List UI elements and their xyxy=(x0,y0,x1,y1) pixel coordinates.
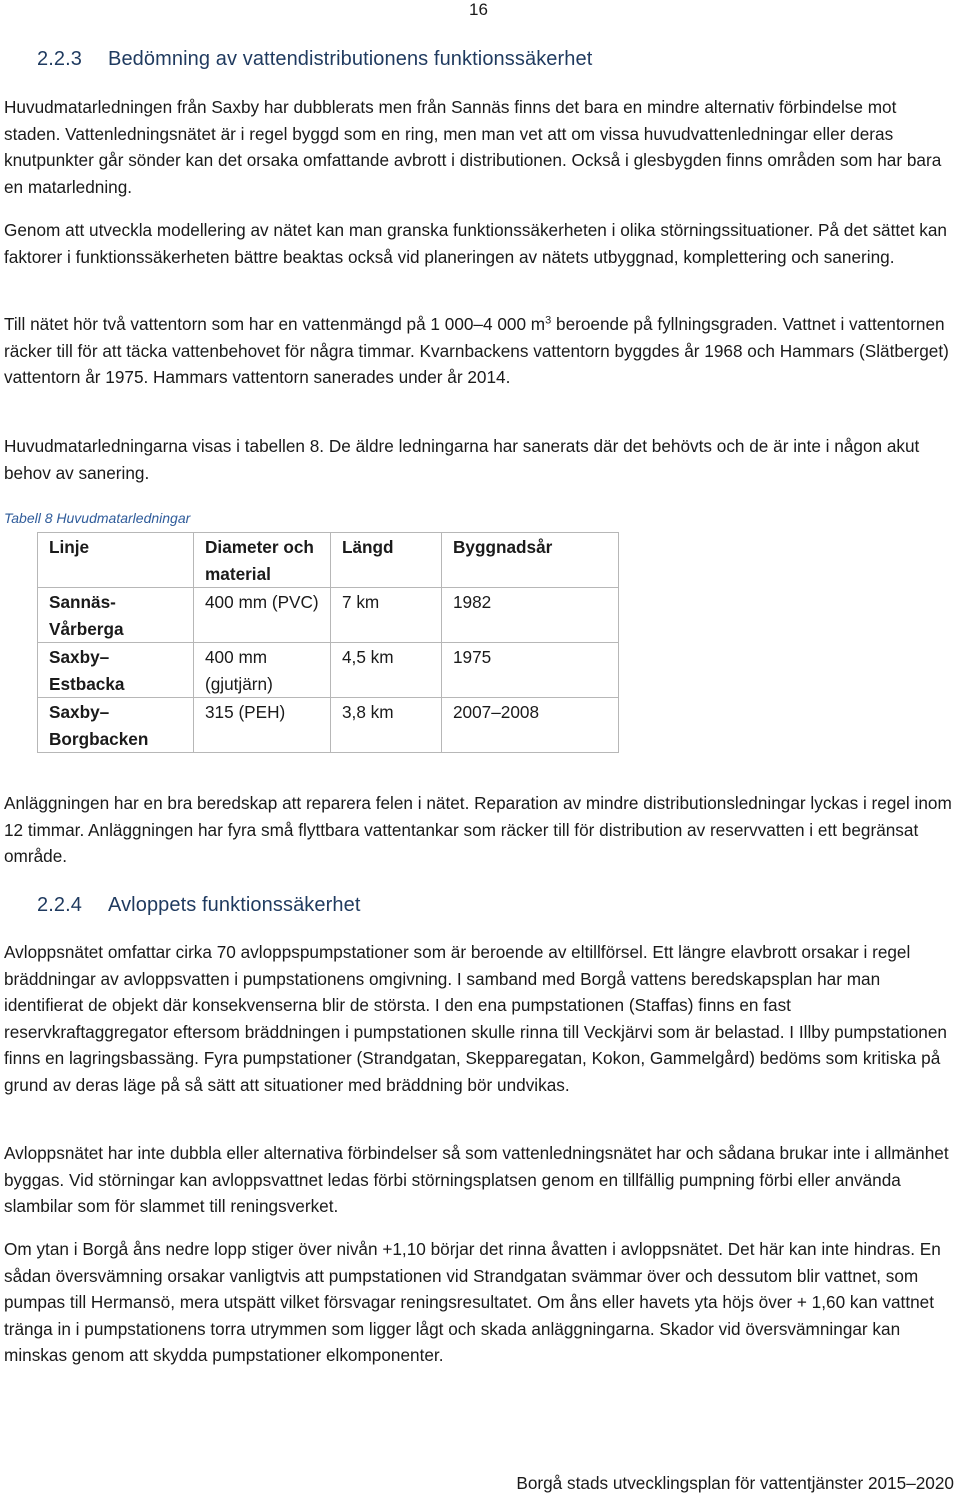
section-title: Avloppets funktionssäkerhet xyxy=(108,894,361,916)
table-cell: 1982 xyxy=(442,588,619,643)
table-cell: 7 km xyxy=(331,588,442,643)
section-heading-2-2-4 xyxy=(37,894,361,917)
table-cell-line: Sannäs-Vårberga xyxy=(38,588,194,643)
tower-text-before: Till nätet hör två vattentorn som har en vattenmängd på 1 000–4 000 m xyxy=(4,314,546,334)
table-cell: 400 mm (gjutjärn) xyxy=(194,643,331,698)
section-number: 2.2.4 xyxy=(37,894,82,916)
table-cell-line: Saxby– Estbacka xyxy=(38,643,194,698)
paragraph: Huvudmatarledningen från Saxby har dubblerats men från Sannäs finns det bara en mindre alternativ förbindelse mot staden. Vattenledningsnätet är i regel byggd som en ring, men man vet att om vissa huvudvattenledningar eller deras knutpunkter går sönder kan det orsaka omfattande avbrott i distributionen. Också i glesbygden finns områden som har bara en matarledning. xyxy=(4,97,942,197)
table-cell: 4,5 km xyxy=(331,643,442,698)
table-cell: 400 mm (PVC) xyxy=(194,588,331,643)
table-row xyxy=(38,698,619,753)
table-header-row xyxy=(38,533,619,588)
table-row xyxy=(38,588,619,643)
page-footer: Borgå stads utvecklingsplan för vattentjänster 2015–2020 xyxy=(516,1473,954,1493)
header-cell: Längd xyxy=(331,533,442,588)
superscript: 3 xyxy=(545,314,552,327)
section-title: Bedömning av vattendistributionens funktionssäkerhet xyxy=(108,48,593,70)
paragraph: Avloppsnätet omfattar cirka 70 avloppspumpstationer som är beroende av eltillförsel. Ett längre elavbrott orsakar i regel bräddningar av avloppsvatten i pumpstationens omgivning. I samband med Borgå vattens beredskapsplan har man identifierat de objekt där konsekvenserna blir de största. I den ena pumpstationen (Staffas) finns en fast reservkraftaggregator eftersom bräddningen i pumpstationen skulle rinna till Veckjärvi som är belastad. I Illby pumpstationen finns en lagringsbassäng. Fyra pumpstationer (Strandgatan, Skepparegatan, Kokon, Gammelgård) bedöms som kritiska på grund av deras läge på så sätt att situationer med bräddning bör undvikas. xyxy=(4,942,947,1095)
paragraph: Om ytan i Borgå åns nedre lopp stiger över nivån +1,10 börjar det rinna åvatten i avloppsnätet. Det här kan inte hindras. En sådan översvämning orsakar vanligtvis att pumpstationen vid Strandgatan svämmar över och dessutom blir vattnet, som pumpas till Hermansö, mera utspätt vilket försvagar reningsresultatet. Om åns eller havets yta höjs över + 1,60 kan vattnet tränga in i pumpstationens torra utrymmen som ligger lågt och skada anläggningarna. Skador vid översvämningar kan minskas genom att skydda pumpstationer elkomponenter. xyxy=(4,1239,941,1365)
header-cell: Diameter och material xyxy=(194,533,331,588)
paragraph: Anläggningen har en bra beredskap att reparera felen i nätet. Reparation av mindre distributionsledningar lyckas i regel inom 12 timmar. Anläggningen har fyra små flyttbara vattentankar som räcker till för distribution av reservvatten i ett begränsat område. xyxy=(4,793,952,866)
table-cell: 315 (PEH) xyxy=(194,698,331,753)
table-cell: 2007–2008 xyxy=(442,698,619,753)
section-number: 2.2.3 xyxy=(37,48,82,70)
tower-text-after: beroende på fyllningsgraden. Vattnet i vattentornen räcker till för att täcka vattenbehovet för några timmar. Kvarnbackens vattentorn byggdes år 1968 och Hammars (Slätberget) vattentorn år 1975. Hammars vattentorn sanerades under år 2014. xyxy=(4,314,949,387)
table-cell: 1975 xyxy=(442,643,619,698)
section-heading-2-2-3 xyxy=(37,48,592,71)
table-row xyxy=(38,643,619,698)
main-lines-table xyxy=(37,532,619,753)
table-cell-line: Saxby– Borgbacken xyxy=(38,698,194,753)
paragraph: Avloppsnätet har inte dubbla eller alternativa förbindelser så som vattenledningsnätet har och sådana brukar inte i allmänhet byggas. Vid störningar kan avloppsvattnet ledas förbi störningsplatsen genom en tillfällig pumpning förbi eller använda slambilar som för slammet till reningsverket. xyxy=(4,1143,949,1216)
paragraph-water-towers xyxy=(4,311,956,391)
paragraph: Genom att utveckla modellering av nätet kan man granska funktionssäkerheten i olika störningssituationer. På det sättet kan faktorer i funktionssäkerheten bättre beaktas också vid planeringen av nätets utbyggnad, komplettering och sanering. xyxy=(4,220,947,267)
page-number: 16 xyxy=(469,0,488,19)
table-cell: 3,8 km xyxy=(331,698,442,753)
paragraph: Huvudmatarledningarna visas i tabellen 8. De äldre ledningarna har sanerats där det behövts och de är inte i någon akut behov av sanering. xyxy=(4,436,920,483)
table-caption: Tabell 8 Huvudmatarledningar xyxy=(4,510,191,526)
header-cell: Byggnadsår xyxy=(442,533,619,588)
header-cell: Linje xyxy=(38,533,194,588)
